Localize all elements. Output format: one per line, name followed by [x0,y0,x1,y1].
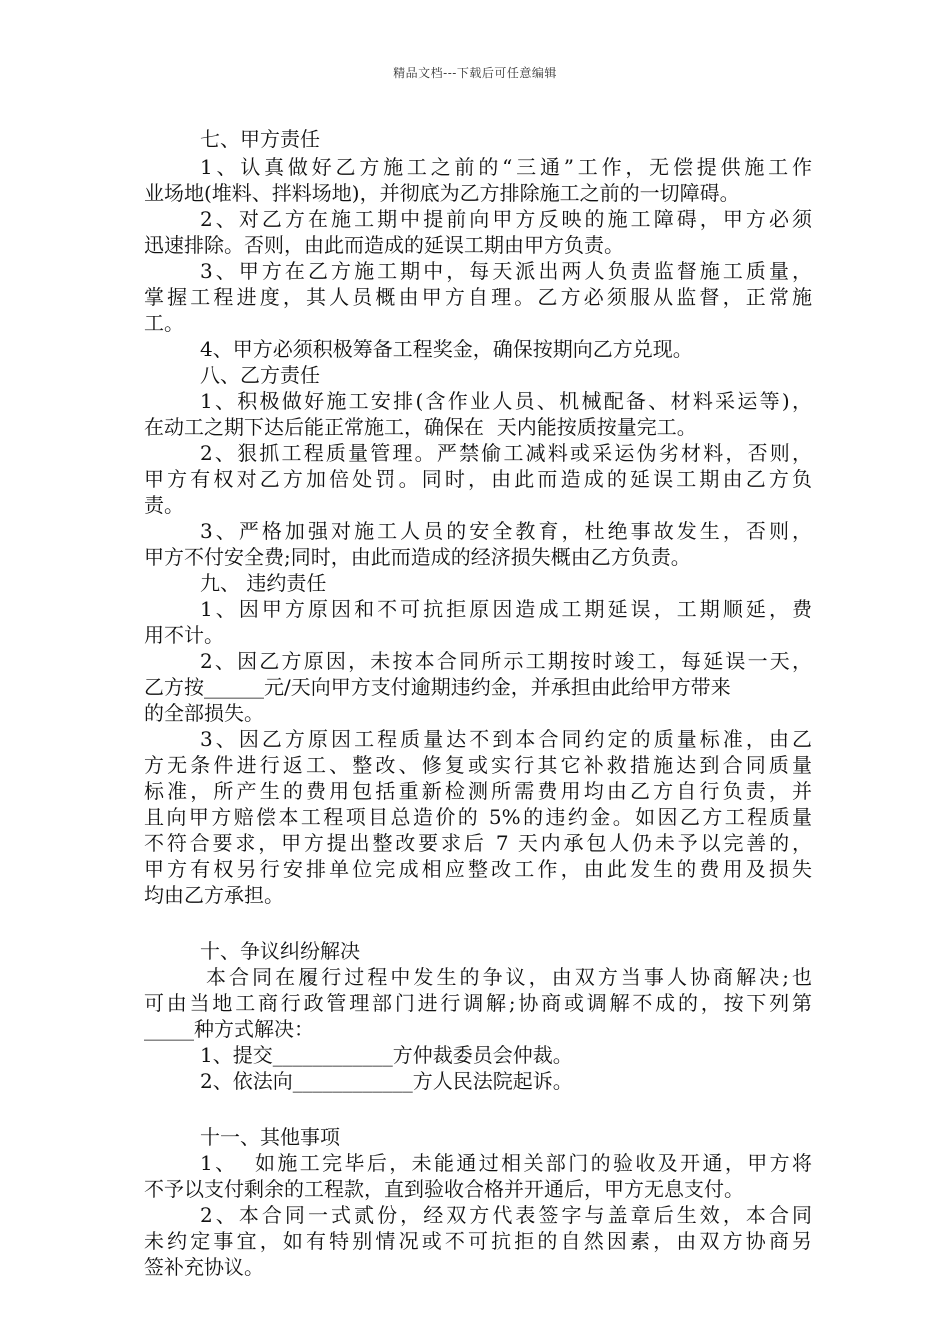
text-line: 在动工之期下达后能正常施工，确保在 天内能按质按量完工。 [144,415,697,439]
text-line: 1、认真做好乙方施工之前的“三通”工作，无偿提供施工作 [200,155,812,179]
text-line: 九、 违约责任 [200,571,327,595]
text-line: 3、甲方在乙方施工期中，每天派出两人负责监督施工质量， [200,259,812,283]
text-line: 用不计。 [144,623,224,647]
text-line: 责。 [144,493,184,517]
page-header: 精品文档---下载后可任意编辑 [393,66,557,80]
text-line: 标准，所产生的费用包括重新检测所需费用均由乙方自行负责，并 [144,779,812,803]
text-line: 未约定事宜，如有特别情况或不可抗拒的自然因素，由双方协商另 [144,1229,812,1253]
text-line: 1、 如施工完毕后，未能通过相关部门的验收及开通，甲方将 [200,1151,812,1175]
text-line: 不符合要求，甲方提出整改要求后 7 天内承包人仍未予以完善的， [144,831,812,855]
text-line: 七、甲方责任 [200,127,320,151]
text-line: 2、依法向____________方人民法院起诉。 [200,1069,573,1093]
text-line: 1、提交____________方仲裁委员会仲裁。 [200,1043,573,1067]
text-line: 甲方不付安全费;同时，由此而造成的经济损失概由乙方负责。 [144,545,691,569]
text-line: 十、争议纠纷解决 [200,939,360,963]
text-line: 十一、其他事项 [200,1125,340,1149]
text-line: 且向甲方赔偿本工程项目总造价的 5%的违约金。如因乙方工程质量 [144,805,812,829]
text-line: 方无条件进行返工、整改、修复或实行其它补救措施达到合同质量 [144,753,812,777]
text-line: 业场地(堆料、拌料场地)，并彻底为乙方排除施工之前的一切障碍。 [144,181,740,205]
text-line: 掌握工程进度，其人员概由甲方自理。乙方必须服从监督，正常施 [144,285,812,309]
text-line: 签补充协议。 [144,1255,264,1279]
text-line: 2、狠抓工程质量管理。严禁偷工减料或采运伪劣材料，否则， [200,441,812,465]
text-line: 2、对乙方在施工期中提前向甲方反映的施工障碍，甲方必须 [200,207,812,231]
text-line: 2、本合同一式贰份，经双方代表签字与盖章后生效，本合同 [200,1203,812,1227]
text-line: 均由乙方承担。 [144,883,284,907]
text-line: _____种方式解决： [144,1017,314,1041]
text-line: 1、积极做好施工安排(含作业人员、机械配备、材料采运等)， [200,389,812,413]
text-line: 甲方有权对乙方加倍处罚。同时，由此而造成的延误工期由乙方负 [144,467,812,491]
text-line: 4、甲方必须积极筹备工程奖金，确保按期向乙方兑现。 [200,337,693,361]
text-line: 本合同在履行过程中发生的争议，由双方当事人协商解决;也 [206,965,812,989]
text-line: 八、乙方责任 [200,363,320,387]
text-line: 的全部损失。 [144,701,264,725]
text-line: 不予以支付剩余的工程款，直到验收合格并开通后，甲方无息支付。 [144,1177,744,1201]
text-line: 甲方有权另行安排单位完成相应整改工作，由此发生的费用及损失 [144,857,812,881]
text-line: 迅速排除。否则，由此而造成的延误工期由甲方负责。 [144,233,624,257]
text-line: 乙方按______元/天向甲方支付逾期违约金，并承担由此给甲方带来 [144,675,731,699]
text-line: 3、因乙方原因工程质量达不到本合同约定的质量标准，由乙 [200,727,812,751]
text-line: 2、因乙方原因，未按本合同所示工期按时竣工，每延误一天， [200,649,812,673]
text-line: 1、因甲方原因和不可抗拒原因造成工期延误，工期顺延，费 [200,597,812,621]
text-line: 3、严格加强对施工人员的安全教育，杜绝事故发生，否则， [200,519,812,543]
text-line: 可由当地工商行政管理部门进行调解;协商或调解不成的，按下列第 [144,991,812,1015]
text-line: 工。 [144,311,184,335]
